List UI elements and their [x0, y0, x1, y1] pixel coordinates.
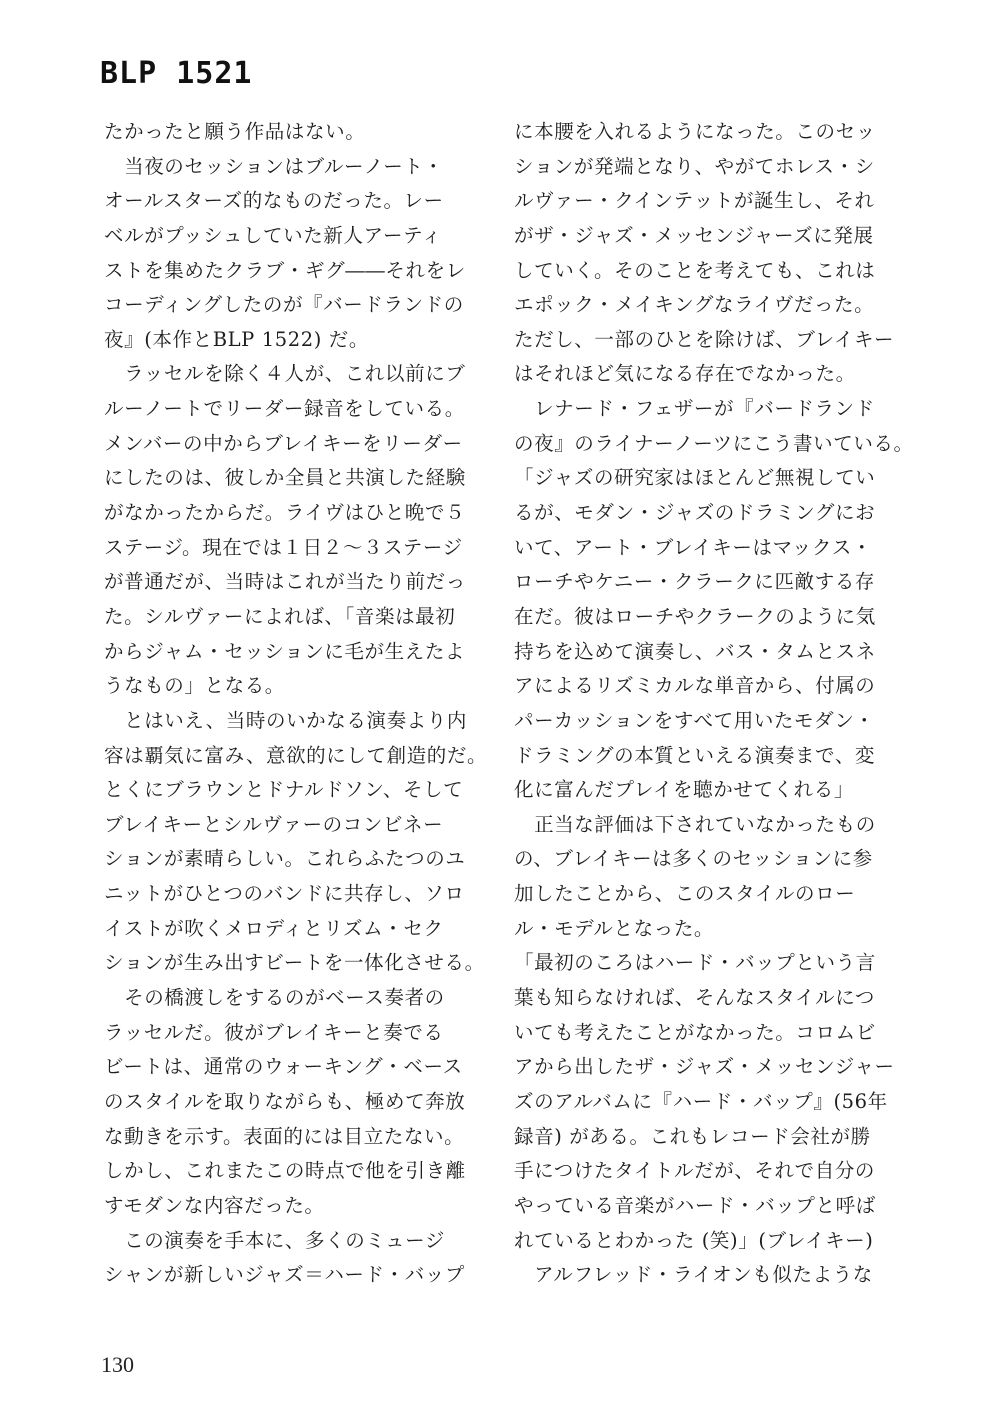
right-text-column	[514, 115, 914, 1293]
text-line: ブレイキーとシルヴァーのコンビネー	[104, 812, 444, 836]
text-line: とはいえ、当時のいかなる演奏より内	[104, 708, 467, 732]
text-line: アによるリズミカルな単音から、付属の	[514, 674, 876, 698]
text-line: ステージ。現在では１日２〜３ステージ	[104, 535, 463, 559]
text-line: イストが吹くメロディとリズム・セク	[104, 916, 444, 940]
text-line: の夜』のライナーノーツにこう書いている。	[514, 431, 914, 455]
text-line: 手につけたタイトルだが、それで自分の	[514, 1159, 876, 1183]
text-line: 持ちを込めて演奏し、バス・タムとスネ	[514, 639, 876, 663]
text-line: 当夜のセッションはブルーノート・	[104, 154, 444, 178]
text-line: に本腰を入れるようになった。このセッ	[514, 120, 876, 143]
page-number: 130	[101, 1352, 134, 1377]
text-line: るが、モダン・ジャズのドラミングにお	[514, 501, 876, 525]
text-line: ションが発端となり、やがてホレス・シ	[514, 154, 875, 178]
text-line: レナード・フェザーが『バードランド	[514, 397, 875, 421]
text-line: 加したことから、このスタイルのロー	[514, 882, 856, 906]
text-line: 葉も知らなければ、そんなスタイルにつ	[514, 986, 876, 1010]
text-line: れているとわかった (笑)」(ブレイキー)	[514, 1228, 874, 1252]
text-line: が普通だが、当時はこれが当たり前だっ	[104, 570, 466, 594]
text-line: ションが生み出すビートを一体化させる。	[104, 951, 485, 975]
text-line: ズのアルバムに『ハード・バップ』(56年	[514, 1089, 888, 1113]
text-line: はそれほど気になる存在でなかった。	[514, 362, 856, 386]
text-line: ドラミングの本質といえる演奏まで、変	[514, 743, 876, 767]
text-line: メンバーの中からブレイキーをリーダー	[104, 431, 463, 455]
text-line: 夜』(本作とBLP 1522) だ。	[104, 327, 369, 351]
text-line: オールスターズ的なものだった。レー	[104, 189, 444, 213]
text-line: していく。そのことを考えても、これは	[514, 258, 876, 282]
text-line: 化に富んだプレイを聴かせてくれる」	[514, 778, 854, 802]
text-line: にしたのは、彼しか全員と共演した経験	[104, 466, 466, 490]
text-line: うなもの」となる。	[104, 674, 285, 698]
text-line: いて、アート・ブレイキーはマックス・	[514, 535, 873, 559]
text-line: すモダンな内容だった。	[104, 1193, 325, 1217]
text-line: 容は覇気に富み、意欲的にして創造的だ。	[104, 743, 488, 767]
text-line: その橋渡しをするのがベース奏者の	[104, 986, 445, 1010]
text-line: な動きを示す。表面的には目立たない。	[104, 1124, 465, 1148]
text-line: この演奏を手本に、多くのミュージ	[104, 1228, 445, 1252]
text-line: 「最初のころはハード・バップという言	[514, 951, 876, 975]
text-line: 「ジャズの研究家はほとんど無視してい	[514, 466, 876, 490]
text-line: ストを集めたクラブ・ギグ――それをレ	[104, 258, 466, 282]
text-line: 録音) がある。これもレコード会社が勝	[514, 1124, 871, 1148]
text-line: シャンが新しいジャズ＝ハード・バップ	[104, 1263, 466, 1287]
text-line: ローチやケニー・クラークに匹敵する存	[514, 570, 876, 594]
text-line: 在だ。彼はローチやクラークのように気	[514, 604, 876, 628]
text-line: た。シルヴァーによれば、「音楽は最初	[104, 604, 456, 628]
text-line: ルーノートでリーダー録音をしている。	[104, 397, 465, 421]
text-line: ビートは、通常のウォーキング・ベース	[104, 1055, 463, 1079]
text-line: アルフレッド・ライオンも似たような	[514, 1263, 873, 1287]
text-line: ただし、一部のひとを除けば、ブレイキー	[514, 327, 895, 351]
text-line: アから出したザ・ジャズ・メッセンジャー	[514, 1055, 895, 1079]
text-line: パーカッションをすべて用いたモダン・	[514, 708, 875, 732]
text-line: ベルがプッシュしていた新人アーティ	[104, 223, 442, 247]
text-line: 正当な評価は下されていなかったもの	[514, 812, 876, 836]
text-line: がなかったからだ。ライヴはひと晩で５	[104, 501, 466, 525]
text-line: ル・モデルとなった。	[514, 916, 715, 940]
text-line: コーディングしたのが『バードランドの	[104, 293, 464, 317]
text-line: ラッセルを除く４人が、これ以前にブ	[104, 362, 466, 386]
catalog-title: BLP 1521	[100, 56, 253, 91]
text-line: たかったと願う作品はない。	[104, 120, 366, 143]
text-line: ルヴァー・クインテットが誕生し、それ	[514, 189, 875, 213]
text-line: ラッセルだ。彼がブレイキーと奏でる	[104, 1020, 444, 1044]
left-text-column	[104, 115, 488, 1293]
text-line: の、ブレイキーは多くのセッションに参	[514, 847, 873, 871]
text-line: いても考えたことがなかった。コロムビ	[514, 1020, 876, 1044]
text-line: からジャム・セッションに毛が生えたよ	[104, 639, 466, 663]
text-line: やっている音楽がハード・バップと呼ば	[514, 1193, 876, 1217]
text-line: とくにブラウンとドナルドソン、そして	[104, 778, 464, 802]
text-line: ションが素晴らしい。これらふたつのユ	[104, 847, 466, 871]
text-line: のスタイルを取りながらも、極めて奔放	[104, 1089, 466, 1113]
text-line: がザ・ジャズ・メッセンジャーズに発展	[514, 223, 874, 247]
text-line: しかし、これまたこの時点で他を引き離	[104, 1159, 466, 1183]
text-line: エポック・メイキングなライヴだった。	[514, 293, 875, 317]
text-line: ニットがひとつのバンドに共存し、ソロ	[104, 882, 465, 906]
